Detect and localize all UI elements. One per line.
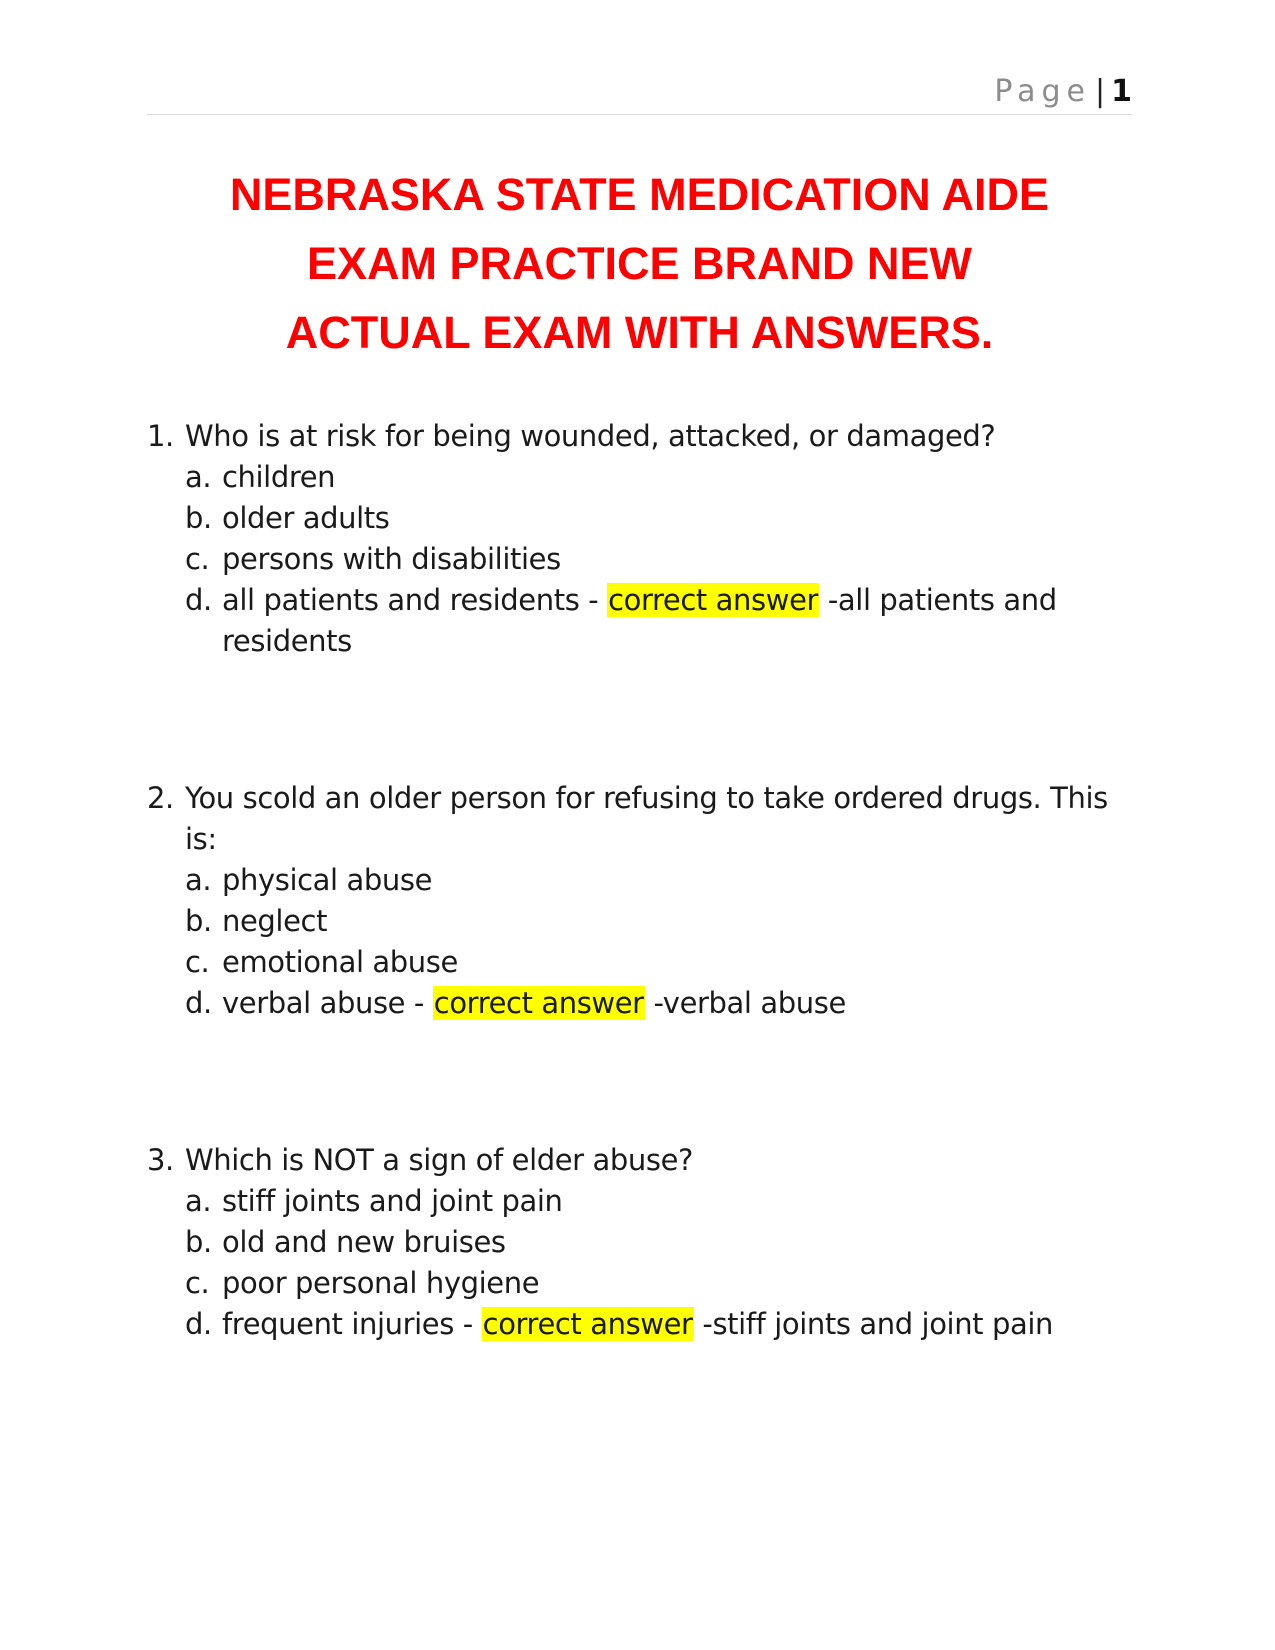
option-text: stiff joints and joint pain xyxy=(222,1184,563,1218)
page-header xyxy=(147,70,1132,115)
question-text: You scold an older person for refusing to take ordered drugs. This is: xyxy=(185,781,1108,856)
option-letter: b. xyxy=(185,501,212,535)
option-b xyxy=(185,1222,1132,1263)
correct-answer-highlight: correct answer xyxy=(608,583,819,617)
option-letter: d. xyxy=(185,1307,212,1341)
option-c xyxy=(185,942,1132,983)
question-number: 3. xyxy=(147,1143,174,1177)
page-label: Page xyxy=(994,74,1092,109)
page-separator: | xyxy=(1095,74,1106,109)
question-prompt xyxy=(147,1140,1132,1181)
option-letter: c. xyxy=(185,542,210,576)
option-letter: b. xyxy=(185,1225,212,1259)
option-c xyxy=(185,1263,1132,1304)
question-prompt xyxy=(147,778,1132,860)
option-text: neglect xyxy=(222,904,328,938)
question-text: Which is NOT a sign of elder abuse? xyxy=(185,1143,694,1177)
question-number: 1. xyxy=(147,419,174,453)
page-number-indicator xyxy=(994,74,1132,110)
option-d xyxy=(185,983,1132,1024)
document-title xyxy=(147,160,1132,367)
page-number: 1 xyxy=(1111,74,1132,109)
option-text: older adults xyxy=(222,501,390,535)
option-text: children xyxy=(222,460,336,494)
answer-explanation: -verbal abuse xyxy=(644,986,846,1020)
option-text: persons with disabilities xyxy=(222,542,561,576)
option-letter: d. xyxy=(185,986,212,1020)
option-b xyxy=(185,901,1132,942)
question-1 xyxy=(147,416,1132,662)
option-letter: c. xyxy=(185,1266,210,1300)
option-c xyxy=(185,539,1132,580)
option-a xyxy=(185,1181,1132,1222)
answer-options xyxy=(147,1181,1132,1345)
option-b xyxy=(185,498,1132,539)
option-text: frequent injuries - xyxy=(222,1307,482,1341)
option-letter: a. xyxy=(185,863,212,897)
title-line-3: ACTUAL EXAM WITH ANSWERS. xyxy=(285,307,994,358)
answer-explanation: -all patients and residents xyxy=(222,583,1057,658)
title-line-2: EXAM PRACTICE BRAND NEW xyxy=(306,238,972,289)
option-text: emotional abuse xyxy=(222,945,458,979)
option-text: verbal abuse - xyxy=(222,986,433,1020)
option-text: all patients and residents - xyxy=(222,583,608,617)
option-letter: b. xyxy=(185,904,212,938)
option-letter: c. xyxy=(185,945,210,979)
option-letter: a. xyxy=(185,1184,212,1218)
option-text: physical abuse xyxy=(222,863,433,897)
correct-answer-highlight: correct answer xyxy=(433,986,644,1020)
question-text: Who is at risk for being wounded, attacked, or damaged? xyxy=(185,419,996,453)
answer-options xyxy=(147,457,1132,662)
option-text: old and new bruises xyxy=(222,1225,506,1259)
option-d xyxy=(185,580,1132,662)
question-2 xyxy=(147,778,1132,1024)
option-text: poor personal hygiene xyxy=(222,1266,540,1300)
answer-explanation: -stiff joints and joint pain xyxy=(693,1307,1053,1341)
question-prompt xyxy=(147,416,1132,457)
option-letter: a. xyxy=(185,460,212,494)
question-number: 2. xyxy=(147,781,174,815)
answer-options xyxy=(147,860,1132,1024)
correct-answer-highlight: correct answer xyxy=(482,1307,693,1341)
option-a xyxy=(185,457,1132,498)
option-d xyxy=(185,1304,1132,1345)
option-a xyxy=(185,860,1132,901)
title-line-1: NEBRASKA STATE MEDICATION AIDE xyxy=(229,169,1050,220)
question-3 xyxy=(147,1140,1132,1345)
option-letter: d. xyxy=(185,583,212,617)
